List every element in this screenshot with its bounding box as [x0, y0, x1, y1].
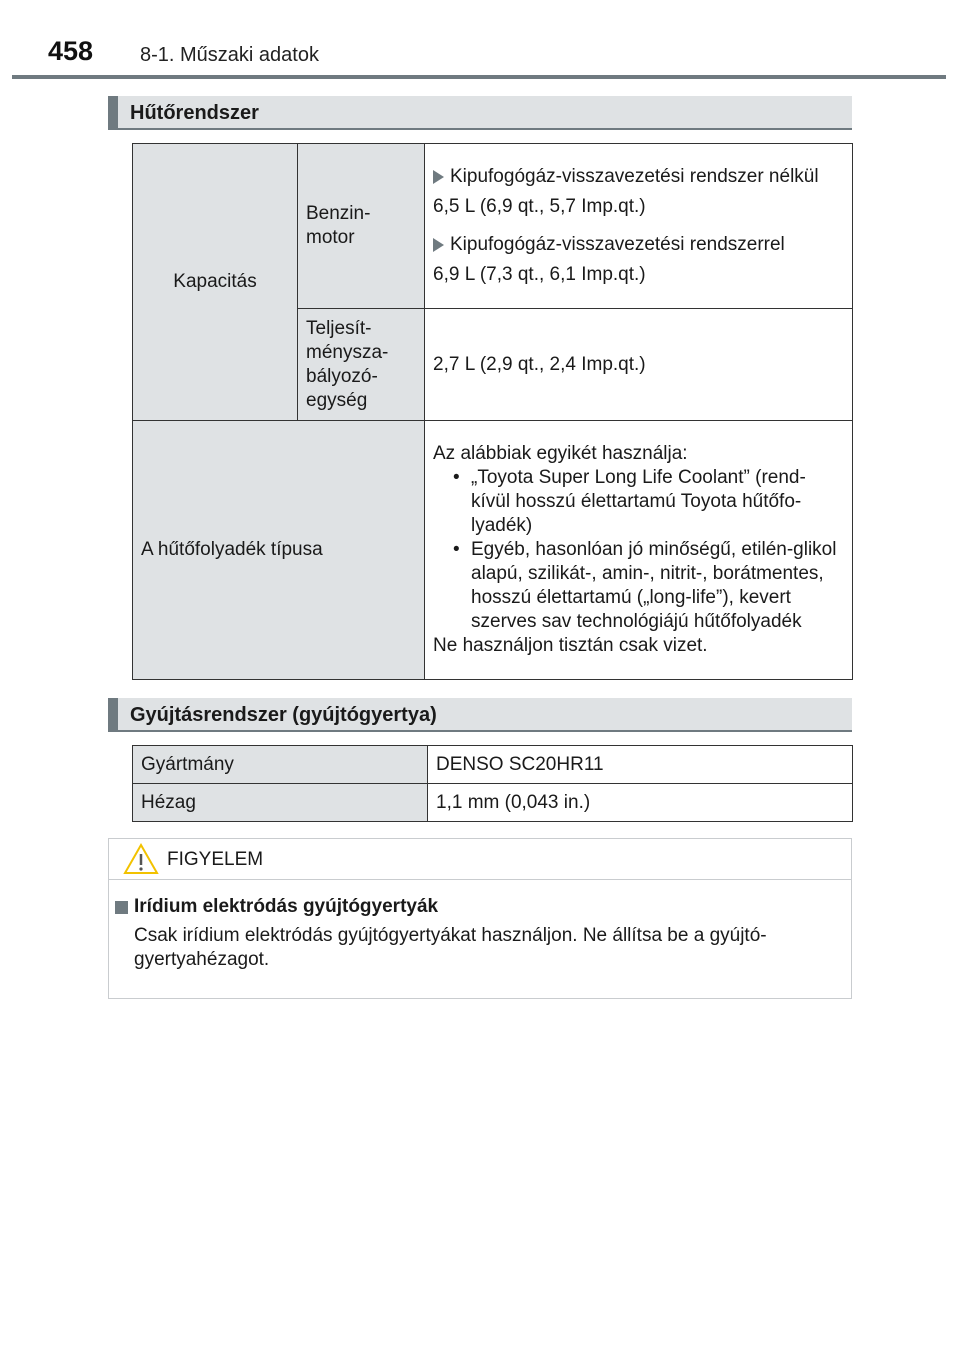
option-1: Kipufogógáz-visszavezetési rendszer nélkül: [450, 166, 819, 187]
pcu-label-line: Teljesít-: [306, 317, 372, 339]
cooling-section-heading: Hűtőrendszer: [108, 96, 852, 130]
arrow-icon: [433, 170, 444, 184]
caution-header: [109, 839, 851, 880]
pcu-value: 2,7 L (2,9 qt., 2,4 Imp.qt.): [425, 309, 853, 421]
pcu-label: [298, 309, 425, 421]
ignition-section-heading: Gyújtásrendszer (gyújtógyertya): [108, 698, 852, 732]
table-row: [133, 144, 853, 309]
engine-label-line: motor: [306, 227, 355, 248]
engine-label-line: Benzin-: [306, 203, 371, 224]
warning-icon: [123, 843, 159, 875]
page-header: [0, 0, 960, 80]
caution-box: [108, 838, 852, 999]
bullet-icon: •: [453, 539, 460, 560]
chapter-title: 8-1. Műszaki adatok: [140, 44, 319, 66]
list-item: [433, 165, 844, 189]
option-2: Kipufogógáz-visszavezetési rendszerrel: [450, 234, 785, 255]
pcu-label-line: ménysza-: [306, 341, 389, 363]
header-rule: [12, 75, 946, 79]
row-value: DENSO SC20HR11: [428, 746, 853, 784]
ignition-table: [132, 745, 853, 822]
list-item: [433, 233, 844, 257]
pcu-label-line: egység: [306, 389, 368, 411]
coolant-type-label: A hűtőfolyadék típusa: [133, 421, 425, 680]
cooling-table: [132, 143, 853, 680]
caution-text: Csak irídium elektródás gyújtógyertyákat használjon. Ne állítsa be a gyújtó-gyertyahézagot.: [134, 925, 767, 970]
caution-subtitle: Irídium elektródás gyújtógyertyák: [134, 896, 439, 917]
caution-body: [109, 880, 851, 972]
arrow-icon: [433, 238, 444, 252]
table-row: [133, 784, 853, 822]
coolant-option: „Toyota Super Long Life Coolant” (rend-kívül hosszú élettartamú Toyota hűtőfo-lyadék): [471, 467, 806, 536]
row-label: Gyártmány: [133, 746, 428, 784]
coolant-type-cell: [425, 421, 853, 680]
square-bullet-icon: [115, 901, 128, 914]
table-row: [133, 746, 853, 784]
row-value: 1,1 mm (0,043 in.): [428, 784, 853, 822]
coolant-note: Ne használjon tisztán csak vizet.: [433, 635, 708, 656]
list-item: [433, 538, 844, 634]
value-2: 6,9 L (7,3 qt., 6,1 Imp.qt.): [433, 264, 646, 285]
bullet-icon: •: [453, 467, 460, 488]
coolant-option: Egyéb, hasonlóan jó minőségű, etilén-glikol alapú, szilikát-, amin-, nitrit-, borátmentes, hosszú élettartamú („long-life”), kevert szerves sav technológiájú hűtőfolyadék: [471, 539, 837, 632]
list-item: [433, 466, 844, 538]
page-number: 458: [48, 36, 94, 66]
caution-title: FIGYELEM: [167, 849, 264, 870]
engine-label: [298, 144, 425, 309]
caution-subtitle-row: [115, 896, 841, 918]
engine-capacity-cell: [425, 144, 853, 309]
pcu-label-line: bályozó-: [306, 365, 378, 387]
table-row: [133, 421, 853, 680]
coolant-intro: Az alábbiak egyikét használja:: [433, 443, 688, 464]
coolant-options-list: [433, 466, 844, 634]
value-1: 6,5 L (6,9 qt., 5,7 Imp.qt.): [433, 196, 646, 217]
row-label: Hézag: [133, 784, 428, 822]
capacity-label: Kapacitás: [133, 144, 298, 421]
